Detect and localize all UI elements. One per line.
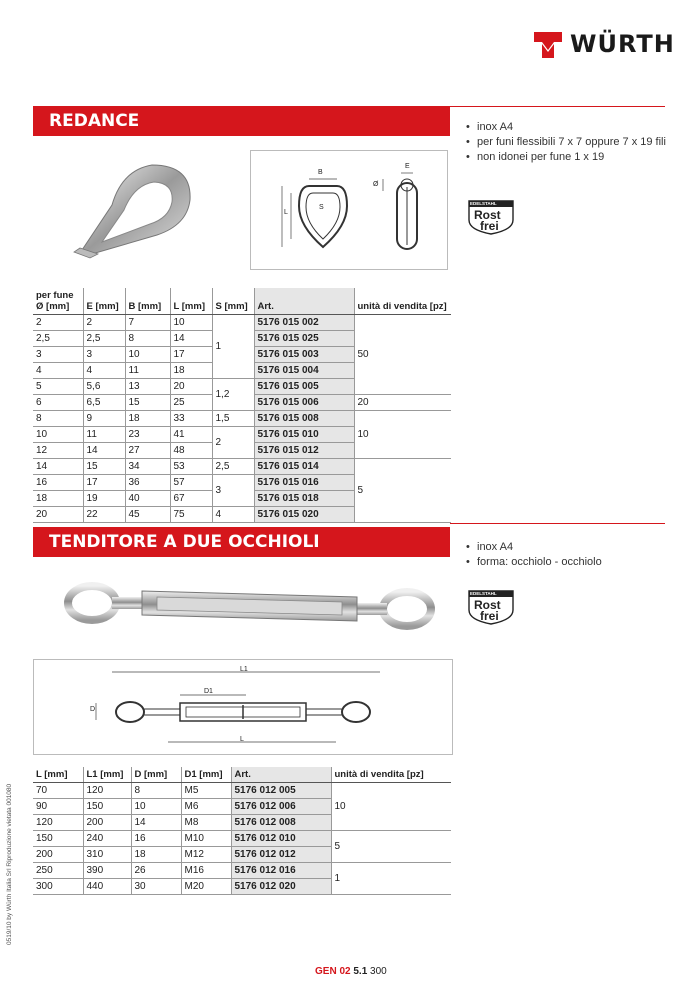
cell-l: 48: [170, 443, 212, 459]
cell-d1: M20: [181, 879, 231, 895]
rost-frei-badge: [466, 586, 516, 631]
dim-label-d: Ø: [373, 181, 379, 188]
cell-s: 2,5: [212, 459, 254, 475]
tenditore-table-body: [33, 783, 451, 895]
cell-e: 2: [83, 315, 125, 331]
cell-e: 3: [83, 347, 125, 363]
col-header: B [mm]: [125, 288, 170, 315]
cell-b: 23: [125, 427, 170, 443]
cell-article: 5176 015 020: [254, 507, 354, 523]
feature-item: • per funi flessibili 7 x 7 oppure 7 x 19 fili: [466, 135, 666, 150]
feature-item: • inox A4: [466, 120, 666, 135]
cell-b: 8: [125, 331, 170, 347]
badge-top: EDELSTAHL: [470, 201, 497, 206]
cell-l1: 200: [83, 815, 131, 831]
cell-l: 20: [170, 379, 212, 395]
cell-article: 5176 012 012: [231, 847, 331, 863]
cell-e: 17: [83, 475, 125, 491]
dim-label-l: L: [284, 209, 288, 216]
cell-article: 5176 015 012: [254, 443, 354, 459]
cell-l: 57: [170, 475, 212, 491]
cell-s: 1: [212, 315, 254, 379]
cell-article: 5176 015 005: [254, 379, 354, 395]
cell-s: 1,2: [212, 379, 254, 411]
col-header: L [mm]: [33, 767, 83, 783]
cell-b: 27: [125, 443, 170, 459]
section-rule: [450, 106, 665, 107]
cell-e: 2,5: [83, 331, 125, 347]
cell-l: 33: [170, 411, 212, 427]
table-row: [33, 315, 451, 331]
cell-sales-unit: 5: [331, 831, 451, 863]
cell-l1: 310: [83, 847, 131, 863]
brand-logo: [532, 28, 675, 62]
rost-frei-badge: [466, 196, 516, 241]
cell-l: 200: [33, 847, 83, 863]
cell-d: 30: [131, 879, 181, 895]
cell-sales-unit: 10: [331, 783, 451, 831]
cell-d1: M5: [181, 783, 231, 799]
cell-article: 5176 015 008: [254, 411, 354, 427]
section1-features: [466, 120, 666, 165]
cell-article: 5176 012 008: [231, 815, 331, 831]
cell-article: 5176 015 002: [254, 315, 354, 331]
cell-l1: 440: [83, 879, 131, 895]
col-header: Art.: [254, 288, 354, 315]
cell-d: 18: [131, 847, 181, 863]
cell-article: 5176 012 020: [231, 879, 331, 895]
cell-l: 10: [170, 315, 212, 331]
cell-l1: 150: [83, 799, 131, 815]
cell-e: 15: [83, 459, 125, 475]
cell-s: 3: [212, 475, 254, 507]
cell-e: 4: [83, 363, 125, 379]
badge-line2: frei: [480, 219, 499, 233]
cell-s: 2: [212, 427, 254, 459]
dim-label-d1: D1: [204, 688, 213, 695]
cell-rope-diameter: 3: [33, 347, 83, 363]
feature-item: • forma: occhiolo - occhiolo: [466, 555, 666, 570]
turnbuckle-image-icon: [62, 573, 437, 639]
tenditore-table: [33, 767, 451, 895]
cell-b: 15: [125, 395, 170, 411]
cell-d: 8: [131, 783, 181, 799]
cell-l1: 120: [83, 783, 131, 799]
cell-l: 90: [33, 799, 83, 815]
cell-b: 45: [125, 507, 170, 523]
cell-rope-diameter: 16: [33, 475, 83, 491]
table-row: [33, 411, 451, 427]
col-header: unità di vendita [pz]: [331, 767, 451, 783]
cell-article: 5176 015 018: [254, 491, 354, 507]
cell-rope-diameter: 8: [33, 411, 83, 427]
section-title-tenditore: TENDITORE A DUE OCCHIOLI: [33, 527, 450, 557]
cell-sales-unit: 20: [354, 395, 451, 411]
dim-label-e: E: [405, 163, 410, 170]
turnbuckle-photo: [62, 573, 437, 639]
dim-label-l1: L1: [240, 666, 248, 673]
redance-table-body: [33, 315, 451, 523]
cell-rope-diameter: 2: [33, 315, 83, 331]
footer-section: 5.1: [353, 966, 368, 977]
cell-l: 75: [170, 507, 212, 523]
col-header: L1 [mm]: [83, 767, 131, 783]
section2-features: [466, 540, 666, 570]
cell-d1: M6: [181, 799, 231, 815]
cell-rope-diameter: 6: [33, 395, 83, 411]
cell-e: 22: [83, 507, 125, 523]
cell-article: 5176 015 004: [254, 363, 354, 379]
cell-sales-unit: 1: [331, 863, 451, 895]
cell-sales-unit: 50: [354, 315, 451, 395]
table-row: [33, 863, 451, 879]
footer-gen: GEN 02: [315, 966, 351, 977]
cell-article: 5176 015 010: [254, 427, 354, 443]
cell-rope-diameter: 12: [33, 443, 83, 459]
cell-e: 5,6: [83, 379, 125, 395]
cell-rope-diameter: 14: [33, 459, 83, 475]
cell-rope-diameter: 2,5: [33, 331, 83, 347]
dim-label-d: D: [90, 706, 96, 713]
thimble-image-icon: [62, 150, 212, 260]
cell-b: 40: [125, 491, 170, 507]
cell-l: 300: [33, 879, 83, 895]
cell-l: 250: [33, 863, 83, 879]
redance-photo: [62, 150, 212, 260]
cell-b: 7: [125, 315, 170, 331]
cell-d: 10: [131, 799, 181, 815]
cell-article: 5176 012 016: [231, 863, 331, 879]
cell-d1: M10: [181, 831, 231, 847]
cell-article: 5176 015 016: [254, 475, 354, 491]
cell-article: 5176 012 006: [231, 799, 331, 815]
cell-b: 11: [125, 363, 170, 379]
copyright-note: 0519/10 by Würth Italia Srl Riproduzione vietata 001080: [6, 783, 13, 945]
col-header: Art.: [231, 767, 331, 783]
table-row: [33, 831, 451, 847]
cell-e: 9: [83, 411, 125, 427]
cell-b: 10: [125, 347, 170, 363]
cell-article: 5176 015 003: [254, 347, 354, 363]
cell-l1: 390: [83, 863, 131, 879]
col-header: D1 [mm]: [181, 767, 231, 783]
cell-l: 17: [170, 347, 212, 363]
footer-page: 300: [370, 966, 387, 977]
cell-b: 13: [125, 379, 170, 395]
cell-l: 53: [170, 459, 212, 475]
cell-l1: 240: [83, 831, 131, 847]
thimble-diagram-icon: [251, 151, 447, 269]
section-rule: [450, 523, 665, 524]
cell-b: 18: [125, 411, 170, 427]
cell-rope-diameter: 18: [33, 491, 83, 507]
cell-e: 14: [83, 443, 125, 459]
col-header: D [mm]: [131, 767, 181, 783]
badge-line2: frei: [480, 609, 499, 623]
cell-article: 5176 012 010: [231, 831, 331, 847]
cell-rope-diameter: 5: [33, 379, 83, 395]
cell-rope-diameter: 4: [33, 363, 83, 379]
cell-d: 14: [131, 815, 181, 831]
cell-e: 11: [83, 427, 125, 443]
cell-article: 5176 015 014: [254, 459, 354, 475]
wurth-logo-icon: [532, 28, 564, 60]
brand-name: WÜRTH: [570, 30, 675, 58]
cell-sales-unit: 5: [354, 459, 451, 523]
col-header: per fune Ø [mm]: [33, 288, 83, 315]
cell-l: 70: [33, 783, 83, 799]
cell-b: 36: [125, 475, 170, 491]
cell-rope-diameter: 10: [33, 427, 83, 443]
badge-top: EDELSTAHL: [470, 591, 497, 596]
cell-b: 34: [125, 459, 170, 475]
turnbuckle-diagram: [33, 659, 453, 755]
cell-rope-diameter: 20: [33, 507, 83, 523]
table-row: [33, 783, 451, 799]
feature-item: • inox A4: [466, 540, 666, 555]
cell-article: 5176 012 005: [231, 783, 331, 799]
cell-d1: M16: [181, 863, 231, 879]
cell-d1: M12: [181, 847, 231, 863]
cell-e: 6,5: [83, 395, 125, 411]
cell-s: 4: [212, 507, 254, 523]
cell-l: 41: [170, 427, 212, 443]
cell-article: 5176 015 025: [254, 331, 354, 347]
dim-label-b: B: [318, 169, 323, 176]
page-footer: [315, 966, 387, 977]
cell-l: 67: [170, 491, 212, 507]
section-title-redance: REDANCE: [33, 106, 450, 136]
cell-sales-unit: 10: [354, 411, 451, 459]
cell-e: 19: [83, 491, 125, 507]
cell-article: 5176 015 006: [254, 395, 354, 411]
cell-d1: M8: [181, 815, 231, 831]
cell-d: 26: [131, 863, 181, 879]
dim-label-l: L: [240, 736, 244, 743]
table-row: [33, 459, 451, 475]
cell-d: 16: [131, 831, 181, 847]
col-header: E [mm]: [83, 288, 125, 315]
col-header: unità di vendita [pz]: [354, 288, 451, 315]
cell-l: 150: [33, 831, 83, 847]
badge-line1: Rost: [474, 208, 501, 222]
redance-diagram: [250, 150, 448, 270]
dim-label-s: S: [319, 204, 324, 211]
cell-s: 1,5: [212, 411, 254, 427]
badge-line1: Rost: [474, 598, 501, 612]
cell-l: 120: [33, 815, 83, 831]
cell-l: 18: [170, 363, 212, 379]
cell-l: 14: [170, 331, 212, 347]
redance-table: [33, 288, 451, 523]
feature-item: • non idonei per fune 1 x 19: [466, 150, 666, 165]
cell-l: 25: [170, 395, 212, 411]
col-header: L [mm]: [170, 288, 212, 315]
col-header: S [mm]: [212, 288, 254, 315]
